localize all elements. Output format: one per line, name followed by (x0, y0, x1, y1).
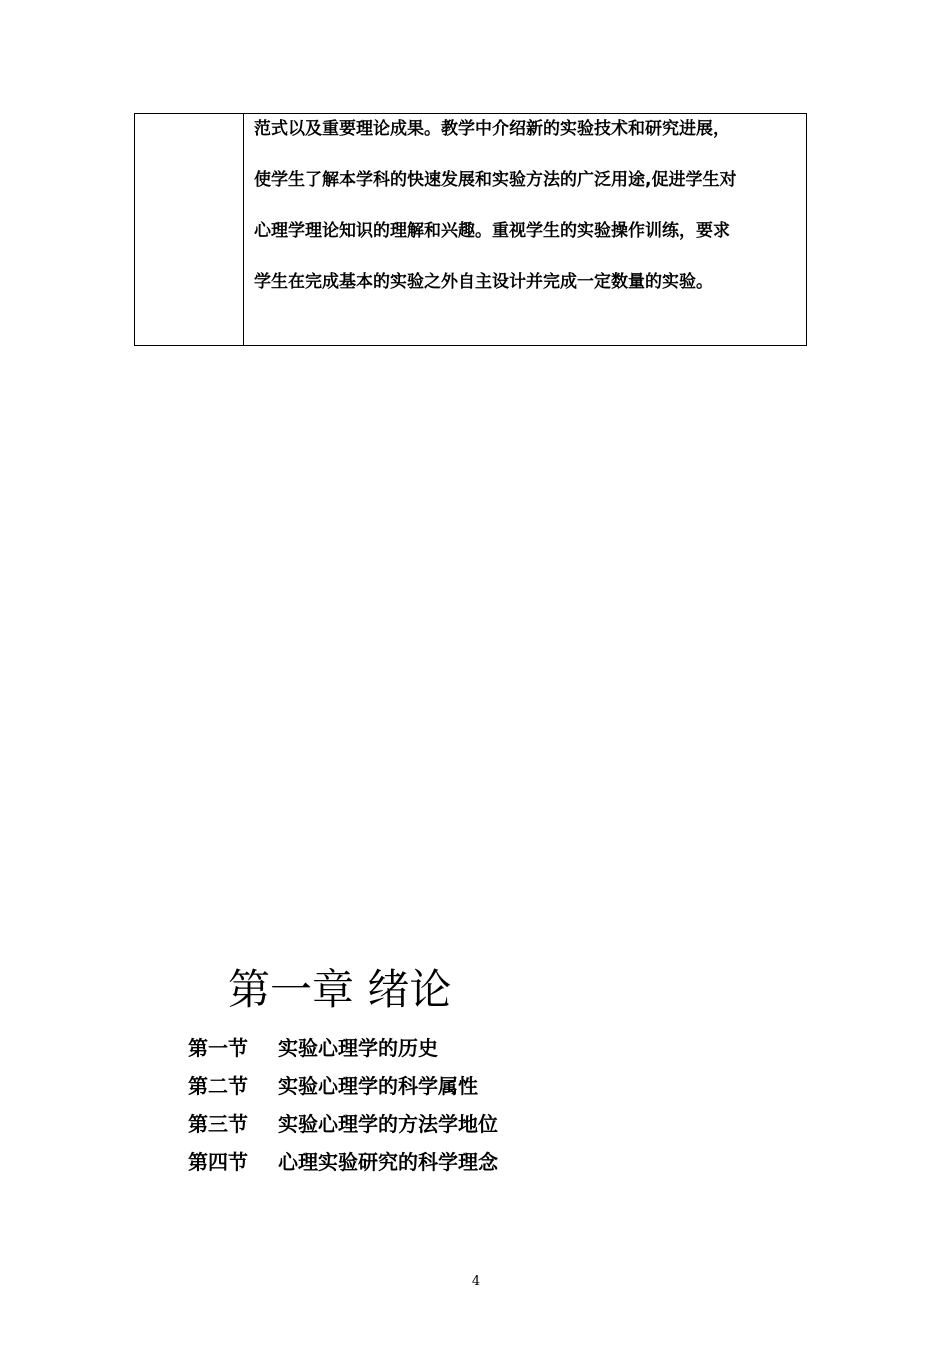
table-text-line: 学生在完成基本的实验之外自主设计并完成一定数量的实验。 (254, 272, 713, 292)
section-number: 第一节 (188, 1036, 248, 1060)
section-item (188, 1147, 498, 1185)
section-number: 第三节 (188, 1112, 248, 1136)
section-list (188, 1033, 498, 1185)
table-text-line: 使学生了解本学科的快速发展和实验方法的广泛用途,促进学生对 (254, 170, 737, 190)
table-text-line: 心理学理论知识的理解和兴趣。重视学生的实验操作训练，要求 (254, 221, 730, 241)
section-title: 实验心理学的历史 (278, 1036, 438, 1060)
table-text-line: 范式以及重要理论成果。教学中介绍新的实验技术和研究进展， (254, 119, 730, 139)
page-number: 4 (471, 1274, 481, 1289)
section-title: 实验心理学的科学属性 (278, 1074, 478, 1098)
section-title: 心理实验研究的科学理念 (278, 1150, 498, 1174)
section-item (188, 1071, 498, 1109)
section-number: 第四节 (188, 1150, 248, 1174)
section-title: 实验心理学的方法学地位 (278, 1112, 498, 1136)
syllabus-table (134, 113, 807, 346)
chapter-title: 第一章 绪论 (228, 965, 452, 1014)
table-content-cell (244, 114, 806, 345)
table-label-cell (135, 114, 244, 345)
section-item (188, 1109, 498, 1147)
section-item (188, 1033, 498, 1071)
section-number: 第二节 (188, 1074, 248, 1098)
